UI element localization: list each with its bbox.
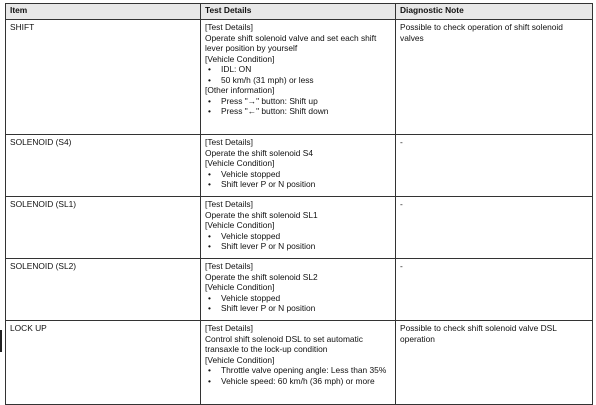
- item-cell: SHIFT: [6, 20, 201, 135]
- details-cell: [201, 20, 396, 135]
- header-test-details: Test Details: [201, 4, 396, 20]
- vehicle-condition-heading: [Vehicle Condition]: [205, 158, 275, 168]
- test-details-heading: [Test Details]: [205, 323, 253, 333]
- item-cell: SOLENOID (SL1): [6, 197, 201, 259]
- test-details-text: Operate the shift solenoid S4: [205, 147, 314, 158]
- item-cell: SOLENOID (S4): [6, 135, 201, 197]
- condition-bullet: • Vehicle stopped: [205, 231, 391, 242]
- note-cell: -: [396, 135, 593, 197]
- table-row: [6, 20, 593, 135]
- header-item: Item: [6, 4, 201, 20]
- condition-bullet: • Vehicle speed: 60 km/h (36 mph) or more: [205, 376, 391, 387]
- condition-bullet: • Vehicle stopped: [205, 293, 391, 304]
- condition-bullet: • Shift lever P or N position: [205, 303, 391, 314]
- vehicle-condition-heading: [Vehicle Condition]: [205, 282, 275, 292]
- condition-bullet: • Shift lever P or N position: [205, 179, 391, 190]
- test-details-heading: [Test Details]: [205, 22, 253, 32]
- condition-bullet: • Throttle valve opening angle: Less than 35%: [205, 365, 391, 376]
- test-details-heading: [Test Details]: [205, 199, 253, 209]
- note-cell: Possible to check operation of shift solenoid valves: [396, 20, 593, 135]
- item-cell: LOCK UP: [6, 321, 201, 405]
- page-edge-mark: [0, 330, 2, 352]
- table-row: [6, 321, 593, 405]
- condition-bullet: • 50 km/h (31 mph) or less: [205, 75, 391, 86]
- condition-bullet: • IDL: ON: [205, 64, 391, 75]
- details-cell: [201, 135, 396, 197]
- test-details-heading: [Test Details]: [205, 137, 253, 147]
- vehicle-condition-heading: [Vehicle Condition]: [205, 220, 275, 230]
- test-details-text: Operate the shift solenoid SL2: [205, 271, 318, 282]
- active-test-table: [5, 3, 593, 405]
- note-cell: -: [396, 259, 593, 321]
- note-cell: -: [396, 197, 593, 259]
- note-cell: Possible to check shift solenoid valve DSL operation: [396, 321, 593, 405]
- details-cell: [201, 259, 396, 321]
- other-bullet: • Press "←" button: Shift down: [205, 106, 391, 117]
- header-row: [6, 4, 593, 20]
- table-row: [6, 259, 593, 321]
- test-details-text: Operate shift solenoid valve and set each shift lever position by yourself: [205, 32, 377, 53]
- other-bullet: • Press "→" button: Shift up: [205, 96, 391, 107]
- test-details-heading: [Test Details]: [205, 261, 253, 271]
- test-details-text: Operate the shift solenoid SL1: [205, 209, 318, 220]
- item-cell: SOLENOID (SL2): [6, 259, 201, 321]
- details-cell: [201, 321, 396, 405]
- details-cell: [201, 197, 396, 259]
- table-row: [6, 135, 593, 197]
- vehicle-condition-heading: [Vehicle Condition]: [205, 53, 275, 64]
- vehicle-condition-heading: [Vehicle Condition]: [205, 354, 275, 365]
- other-information-heading: [Other information]: [205, 85, 275, 95]
- test-details-text: Control shift solenoid DSL to set automatic transaxle to the lock-up condition: [205, 333, 363, 354]
- header-diagnostic-note: Diagnostic Note: [396, 4, 593, 20]
- table-row: [6, 197, 593, 259]
- condition-bullet: • Shift lever P or N position: [205, 241, 391, 252]
- condition-bullet: • Vehicle stopped: [205, 169, 391, 180]
